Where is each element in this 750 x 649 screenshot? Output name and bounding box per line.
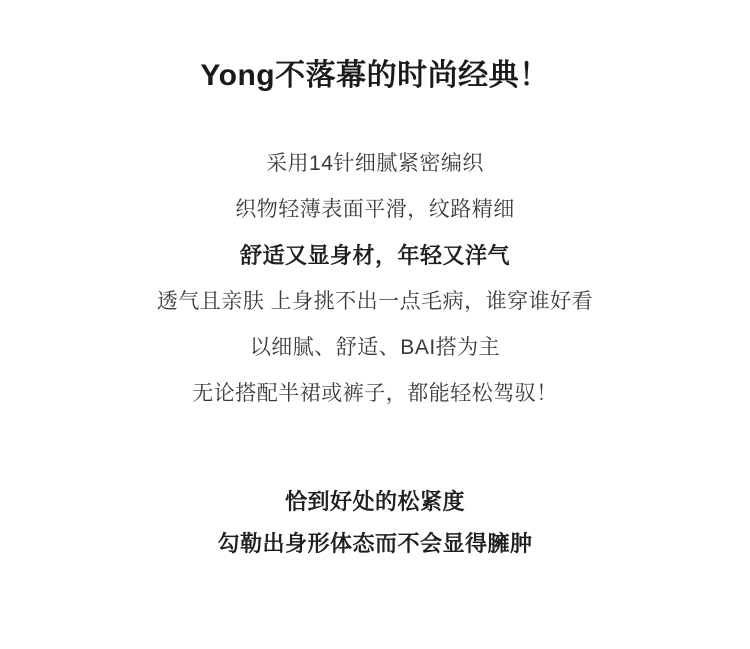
description-line: 织物轻薄表面平滑，纹路精细: [235, 198, 515, 221]
description-line: 以细腻、舒适、BAI搭为主: [249, 336, 501, 359]
description-line: 透气且亲肤 上身挑不出一点毛病，谁穿谁好看: [156, 290, 594, 313]
description-line-emphasis: 舒适又显身材，年轻又洋气: [239, 243, 510, 268]
page-title: Yong不落幕的时尚经典！: [200, 59, 550, 92]
description-line: 无论搭配半裙或裤子，都能轻松驾驭！: [192, 382, 558, 405]
footer-line: 恰到好处的松紧度: [284, 489, 465, 514]
footer-line: 勾勒出身形体态而不会显得臃肿: [217, 531, 533, 556]
description-line: 采用14针细腻紧密编织: [266, 152, 484, 175]
description-body: [0, 141, 750, 417]
description-footer: [0, 481, 750, 565]
